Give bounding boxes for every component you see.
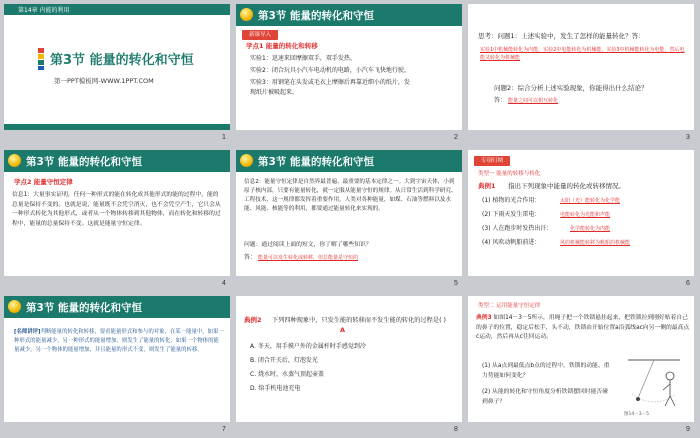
slide-thumbnail-9[interactable] bbox=[468, 296, 694, 422]
header-title: 第3节 能量的转化和守恒 bbox=[258, 10, 374, 22]
example-label: 典例3 bbox=[476, 315, 492, 321]
answer-1: 实验1中机械能转化为内能，实验2中电能转化为机械能，实验3中机械能转化为电能，然后电能又转化为机械能 bbox=[480, 47, 685, 61]
option-a: A. 冬天，用手摸户外的金属杆时手感觉到冷 bbox=[250, 343, 366, 350]
section-tag: 新课导入 bbox=[242, 30, 278, 40]
slide-thumbnail-8[interactable] bbox=[236, 296, 462, 422]
figure-caption: 图14－3－5 bbox=[624, 412, 649, 417]
slide-number: 2 bbox=[454, 134, 458, 141]
slide-header bbox=[236, 4, 462, 26]
option-d: D. 给手机电池充电 bbox=[250, 385, 301, 392]
slide-header bbox=[4, 296, 230, 318]
text-line: 实验2：闭合玩具小汽车电动机的电路，小汽车飞快地行驶。 bbox=[250, 67, 410, 74]
header-title: 第3节 能量的转化和守恒 bbox=[26, 302, 142, 314]
example-question: 指出下列现象中能量的转化或转移情况。 bbox=[508, 182, 625, 190]
slide-thumbnail-4[interactable] bbox=[4, 150, 230, 276]
item-2: (2) 下雨天发生雷电： bbox=[482, 211, 541, 218]
item-4: (4) 风吹动帆船前进： bbox=[482, 239, 541, 246]
slide-header bbox=[4, 150, 230, 172]
slide-thumbnail-2[interactable] bbox=[236, 4, 462, 130]
section-type: 类型二 运用能量守恒定律 bbox=[478, 303, 541, 309]
answer-2: 能量之间可以相互转化 bbox=[508, 98, 559, 104]
text-line: 实验3：用钢笔在头发或毛衣上摩擦后再靠近细小的纸片，发 bbox=[250, 79, 410, 86]
header-title: 第3节 能量的转化和守恒 bbox=[258, 156, 374, 168]
slide-number: 8 bbox=[454, 426, 458, 433]
example-text: 如图14－3－5所示，用绳子把一个铁锁悬挂起来，把铁锁拉到刚好贴着自己的鼻子的位置，稳定后松手，头不动，铁锁由开始位置a沿弧线ac向另一侧的最高点c运动，然后再从c往回运动。 bbox=[476, 315, 690, 340]
slide-subtitle: 第一PPT模板网-WWW.1PPT.COM bbox=[54, 77, 154, 85]
logo-icon bbox=[38, 48, 44, 70]
question-2: 问题2：综合分析上述实验现象，你能得出什么结论？ bbox=[494, 84, 648, 92]
item-1-answer: 太阳（光）能转化为化学能 bbox=[560, 198, 621, 204]
option-b: B. 闭合开关后，灯泡发光 bbox=[250, 357, 318, 364]
slide-thumbnail-6[interactable] bbox=[468, 150, 694, 276]
section-heading: 学点1 能量的转化和转移 bbox=[246, 42, 318, 50]
slide-header bbox=[236, 150, 462, 172]
item-4-answer: 风的机械能转移为帆船的机械能 bbox=[560, 240, 631, 246]
slide-thumbnail-7[interactable] bbox=[4, 296, 230, 422]
item-3-answer: 化学能转化为内能 bbox=[570, 226, 611, 232]
body-text: 信息2：能量守恒定律是自然界最普遍、最重要的基本定律之一。大到宇宙天体，小到原子核内部，只要有能量转化，就一定服从能量守恒的规律。从日常生活到科学研究、工程技术，这一规律都发挥着重要作用。人类对各种能量，如煤、石油等燃料以及水能、风能、核能等的利用，都要通过能量转化来实现的。 bbox=[244, 179, 457, 212]
note-label: [名师讲评] bbox=[14, 329, 41, 335]
slide-number: 6 bbox=[686, 280, 690, 287]
slide-number: 7 bbox=[222, 426, 226, 433]
text-line: 实验1：迅速来回摩擦双手，双手发热。 bbox=[250, 55, 356, 62]
slide-thumbnail-5[interactable] bbox=[236, 150, 462, 276]
slide-number: 5 bbox=[454, 280, 458, 287]
bottom-bar bbox=[4, 124, 230, 130]
section-tag: 专项归纳 bbox=[474, 156, 510, 166]
question-1: 思考：问题1：上述实验中，发生了怎样的能量转化？答： bbox=[478, 32, 645, 40]
item-3: (3) 人在跑步时发热出汗： bbox=[482, 225, 553, 232]
sun-icon bbox=[8, 154, 21, 167]
question-text: 下列四种现象中，只发生能的转移而不发生能的转化的过程是 bbox=[272, 317, 440, 324]
slide-title: 第3节 能量的转化和守恒 bbox=[50, 53, 194, 68]
answer-paren: ( ) bbox=[439, 317, 446, 324]
section-type: 类型一 能量的转移与转化 bbox=[478, 171, 541, 177]
sub-question-2: (2) 从能的转化和守恒角度分析铁锁摆回时能否碰到鼻子？ bbox=[482, 389, 608, 405]
slide-number: 1 bbox=[222, 134, 226, 141]
sun-icon bbox=[8, 300, 21, 313]
answer-label: 答： bbox=[244, 254, 257, 261]
slide-number: 3 bbox=[686, 134, 690, 141]
sun-icon bbox=[240, 154, 253, 167]
choice-answer: A bbox=[340, 326, 346, 334]
example-label: 典例2 bbox=[244, 316, 262, 324]
pendulum-figure bbox=[618, 358, 688, 410]
answer: 能量可以发生转化或转移，但总能量是守恒的 bbox=[258, 255, 359, 261]
item-2-answer: 电能转化为光能和声能 bbox=[560, 212, 611, 218]
example-body bbox=[476, 314, 690, 343]
question: 问题：通过阅读上面的短文，你了解了哪些知识？ bbox=[244, 242, 372, 248]
slide-thumbnail-3[interactable] bbox=[468, 4, 694, 130]
header-title: 第3节 能量的转化和守恒 bbox=[26, 156, 142, 168]
body-text: 信息1：大量事实证明，任何一种形式的能在转化成其他形式的能的过程中，能的总量是保持不变的。也就是说，能量既不会凭空消灭，也不会凭空产生，它只会从一种形式转化为其他形式，或者从一个物体转移到其他物体，而在转化和转移的过程中，能量的总量保持不变。这就是能量守恒定律。 bbox=[12, 192, 221, 227]
note-body: 判断能量的转化和转移，要看能量形式和参与的对象，在某一能量中，如果一种形式的能量减少，另一种形式的能量增加，则发生了能量的转化；如果一个物体的能量减少，另一个物体的能量增加，并且能量的形式不变，则发生了能量的转移。 bbox=[14, 329, 224, 353]
sun-icon bbox=[240, 8, 253, 21]
item-1: (1) 植物的光合作用： bbox=[482, 197, 541, 204]
slide-thumbnail-1[interactable] bbox=[4, 4, 230, 130]
example-label: 典例1 bbox=[478, 182, 496, 190]
text-line: 现纸片被吸起来。 bbox=[250, 89, 299, 96]
slide-number: 4 bbox=[222, 280, 226, 287]
example-question bbox=[272, 316, 456, 326]
chapter-label: 第14章 内能的利用 bbox=[18, 7, 70, 14]
answer-2-label: 答： bbox=[494, 97, 507, 104]
section-heading: 学点2 能量守恒定律 bbox=[14, 178, 73, 186]
sub-question-1: (1) 从a点到最低点b点的过程中，铁锁的动能、重力势能如何变化？ bbox=[482, 363, 610, 379]
note-block bbox=[14, 328, 224, 355]
slide-number: 9 bbox=[686, 426, 690, 433]
option-c: C. 烧水时，水蒸气顶起壶盖 bbox=[250, 371, 325, 378]
